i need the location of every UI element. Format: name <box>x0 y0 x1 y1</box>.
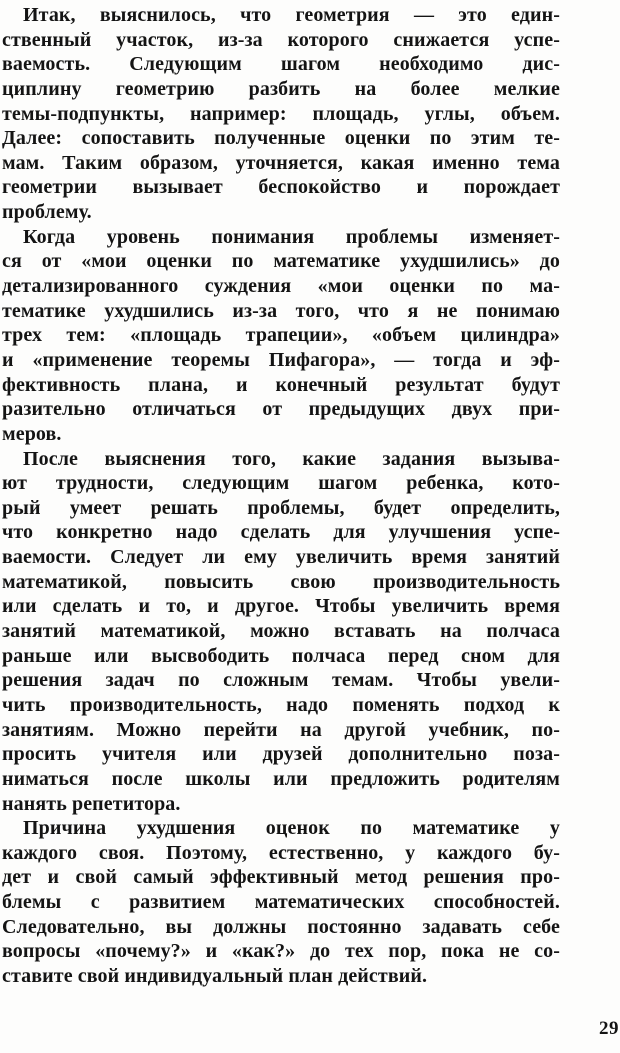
text-line: темы-подпункты, например: площадь, углы, объем. <box>2 102 560 125</box>
text-line: рый умеет решать проблемы, будет определить, <box>2 496 560 519</box>
text-line: дет и свой самый эффективный метод решения про- <box>2 866 560 889</box>
text-line: чить производительность, надо поменять подход к <box>2 693 560 716</box>
paragraph <box>2 447 560 817</box>
text-line: тематике ухудшились из-за того, что я не понимаю <box>2 299 560 322</box>
text-line: ваемость. Следующим шагом необходимо дис- <box>2 53 560 76</box>
paragraph <box>2 225 560 447</box>
text-line: мам. Таким образом, уточняется, какая именно тема <box>2 151 560 174</box>
text-line: разительно отличаться от предыдущих двух при- <box>2 398 560 421</box>
text-line: раньше или высвободить полчаса перед сном для <box>2 644 560 667</box>
text-line: фективность плана, и конечный результат будут <box>2 373 560 396</box>
text-line: решения задач по сложным темам. Чтобы увели- <box>2 669 560 692</box>
text-line: ют трудности, следующим шагом ребенка, кото- <box>2 472 560 495</box>
text-line: ся от «мои оценки по математике ухудшились» до <box>2 250 560 273</box>
text-line: Причина ухудшения оценок по математике у <box>23 817 560 840</box>
text-line: ставите свой индивидуальный план действий. <box>2 964 428 987</box>
paragraph <box>2 3 560 225</box>
text-line: геометрии вызывает беспокойство и порождает <box>2 176 560 199</box>
text-line: занятий математикой, можно вставать на полчаса <box>2 620 560 643</box>
text-line: ственный участок, из-за которого снижается успе- <box>2 28 560 51</box>
text-line: Следовательно, вы должны постоянно задавать себе <box>2 915 560 938</box>
text-line: После выяснения того, какие задания вызыва- <box>23 447 560 470</box>
text-line: Итак, выяснилось, что геометрия — это един- <box>23 4 560 26</box>
text-line: блемы с развитием математических способностей. <box>2 891 560 914</box>
text-line: занятиям. Можно перейти на другой учебник, по- <box>2 718 560 741</box>
text-line: что конкретно надо сделать для улучшения успе- <box>2 521 560 544</box>
text-line: ниматься после школы или предложить родителям <box>2 767 560 790</box>
text-line: детализированного суждения «мои оценки по ма- <box>2 275 560 298</box>
text-line: меров. <box>2 422 62 445</box>
text-line: нанять репетитора. <box>2 792 181 815</box>
page-number: 29 <box>599 1018 619 1039</box>
text-line: или сделать и то, и другое. Чтобы увеличить время <box>2 595 560 618</box>
text-line: Когда уровень понимания проблемы изменяет- <box>23 225 560 248</box>
text-line: вопросы «почему?» и «как?» до тех пор, пока не со- <box>2 940 560 963</box>
text-line: проблему. <box>2 201 92 224</box>
paragraph <box>2 816 560 988</box>
text-line: и «применение теоремы Пифагора», — тогда и эф- <box>2 348 560 371</box>
text-line: математикой, повысить свою производительность <box>2 570 560 593</box>
text-line: циплину геометрию разбить на более мелкие <box>2 77 560 100</box>
text-line: просить учителя или друзей дополнительно поза- <box>2 743 560 766</box>
body-text <box>2 3 560 989</box>
text-line: Далее: сопоставить полученные оценки по этим те- <box>2 127 560 150</box>
text-line: ваемости. Следует ли ему увеличить время занятий <box>2 546 560 569</box>
text-line: каждого своя. Поэтому, естественно, у каждого бу- <box>2 841 560 864</box>
text-line: трех тем: «площадь трапеции», «объем цилиндра» <box>2 324 560 347</box>
